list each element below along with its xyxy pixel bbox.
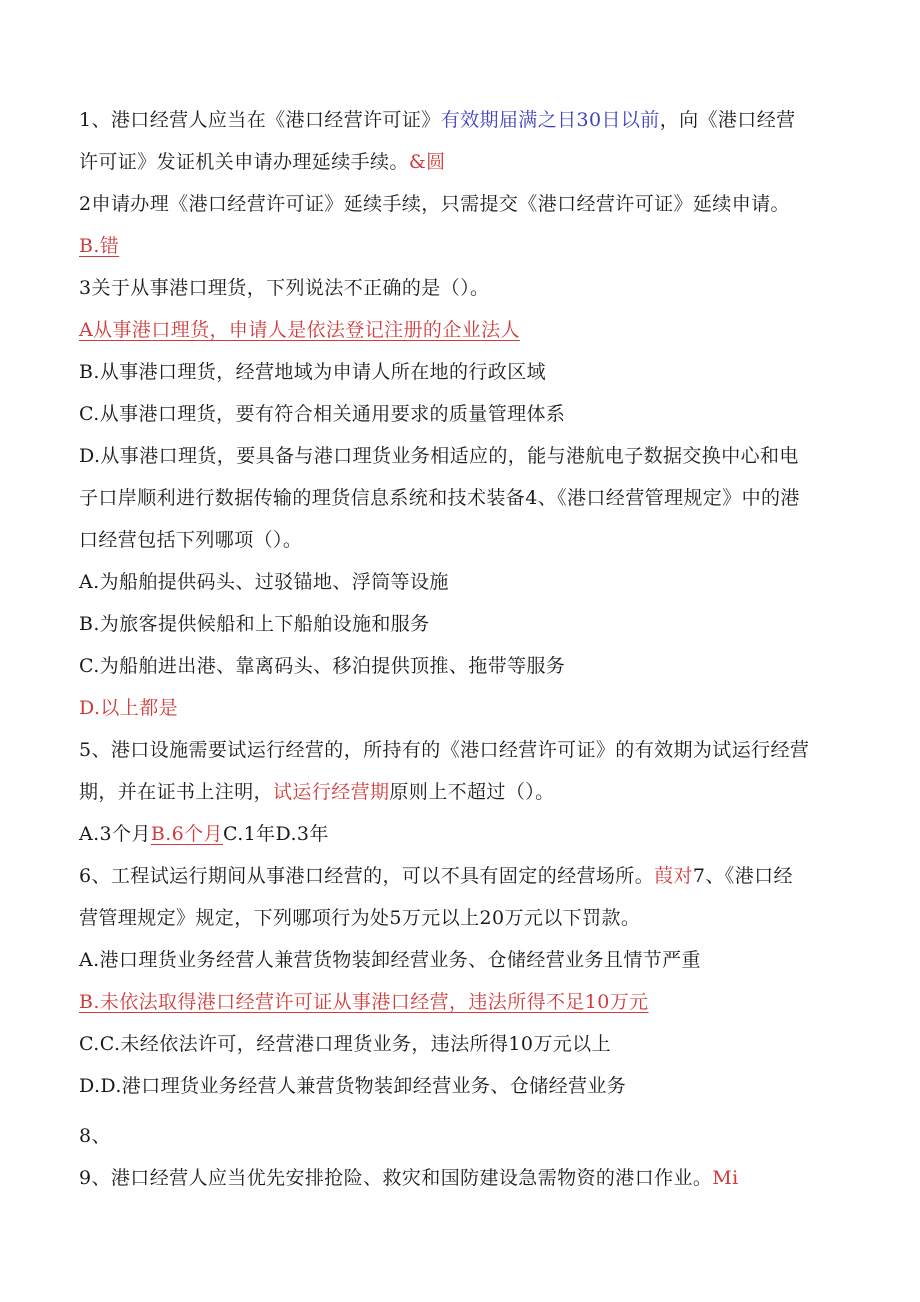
q3-option-d-line-2: 子口岸顺利进行数据传输的理货信息系统和技术装备4、《港口经营管理规定》中的港 [79, 487, 800, 509]
q9-line [79, 1165, 739, 1191]
q1-text-c: ，向《港口经营 [659, 109, 796, 131]
q8-stem: 8、 [79, 1125, 111, 1147]
q4-option-a: A.为船舶提供码头、过驳锚地、浮筒等设施 [79, 571, 449, 593]
q5-option-a: A.3个月 [79, 823, 151, 845]
q1-text-l2: 许可证》发证机关申请办理延续手续。 [79, 151, 409, 173]
q6-answer: 葭对 [654, 865, 693, 887]
q1-highlight: 有效期届满之日30日以前 [440, 109, 660, 131]
q5-options [79, 821, 329, 847]
q7-option-c: C.C.未经依法许可，经营港口理货业务，违法所得10万元以上 [79, 1033, 611, 1055]
q2-stem: 2申请办理《港口经营许可证》延续手续，只需提交《港口经营许可证》延续申请。 [79, 193, 790, 215]
q9-answer: Mi [712, 1167, 739, 1189]
q7-stem: 营管理规定》规定，下列哪项行为处5万元以上20万元以下罚款。 [79, 907, 641, 929]
q5-line-2 [79, 779, 555, 805]
q5-line-1: 5、港口设施需要试运行经营的，所持有的《港口经营许可证》的有效期为试运行经营 [79, 739, 810, 761]
q5-text-c: 原则上不超过（）。 [389, 781, 555, 803]
q1-line-1 [79, 107, 796, 133]
q3-option-a-answer: A从事港口理货，申请人是依法登记注册的企业法人 [79, 319, 520, 341]
q7-stem-start: 7、《港口经 [692, 865, 793, 887]
q6-stem: 6、工程试运行期间从事港口经营的，可以不具有固定的经营场所。 [79, 865, 655, 887]
q5-option-b-answer: B.6个月 [150, 823, 223, 845]
q3-option-c: C.从事港口理货，要有符合相关通用要求的质量管理体系 [79, 403, 566, 425]
q7-option-d: D.D.港口理货业务经营人兼营货物装卸经营业务、仓储经营业务 [79, 1075, 627, 1097]
q4-option-d-answer: D.以上都是 [79, 697, 178, 719]
q5-highlight: 试运行经营期 [273, 781, 390, 803]
q5-option-cd: C.1年D.3年 [222, 823, 329, 845]
q1-answer: &圆 [408, 151, 446, 173]
q3-stem: 3关于从事港口理货，下列说法不正确的是（）。 [79, 277, 490, 299]
q4-stem: 口经营包括下列哪项（）。 [79, 529, 303, 551]
q3-option-d-line-1: D.从事港口理货，要具备与港口理货业务相适应的，能与港航电子数据交换中心和电 [79, 445, 799, 467]
q3-option-b: B.从事港口理货，经营地域为申请人所在地的行政区域 [79, 361, 547, 383]
q2-answer: B.错 [79, 235, 120, 257]
q1-line-2 [79, 149, 446, 175]
q4-option-c: C.为船舶进出港、靠离码头、移泊提供顶推、拖带等服务 [79, 655, 566, 677]
q1-text-a: 1、港口经营人应当在《港口经营许可证》 [79, 109, 441, 131]
q6-line [79, 863, 793, 889]
q5-text-a: 期，并在证书上注明， [79, 781, 274, 803]
q7-option-a: A.港口理货业务经营人兼营货物装卸经营业务、仓储经营业务且情节严重 [79, 949, 701, 971]
q7-option-b-answer: B.未依法取得港口经营许可证从事港口经营，违法所得不足10万元 [79, 991, 649, 1013]
q4-option-b: B.为旅客提供候船和上下船舶设施和服务 [79, 613, 430, 635]
q9-stem: 9、港口经营人应当优先安排抢险、救灾和国防建设急需物资的港口作业。 [79, 1167, 713, 1189]
